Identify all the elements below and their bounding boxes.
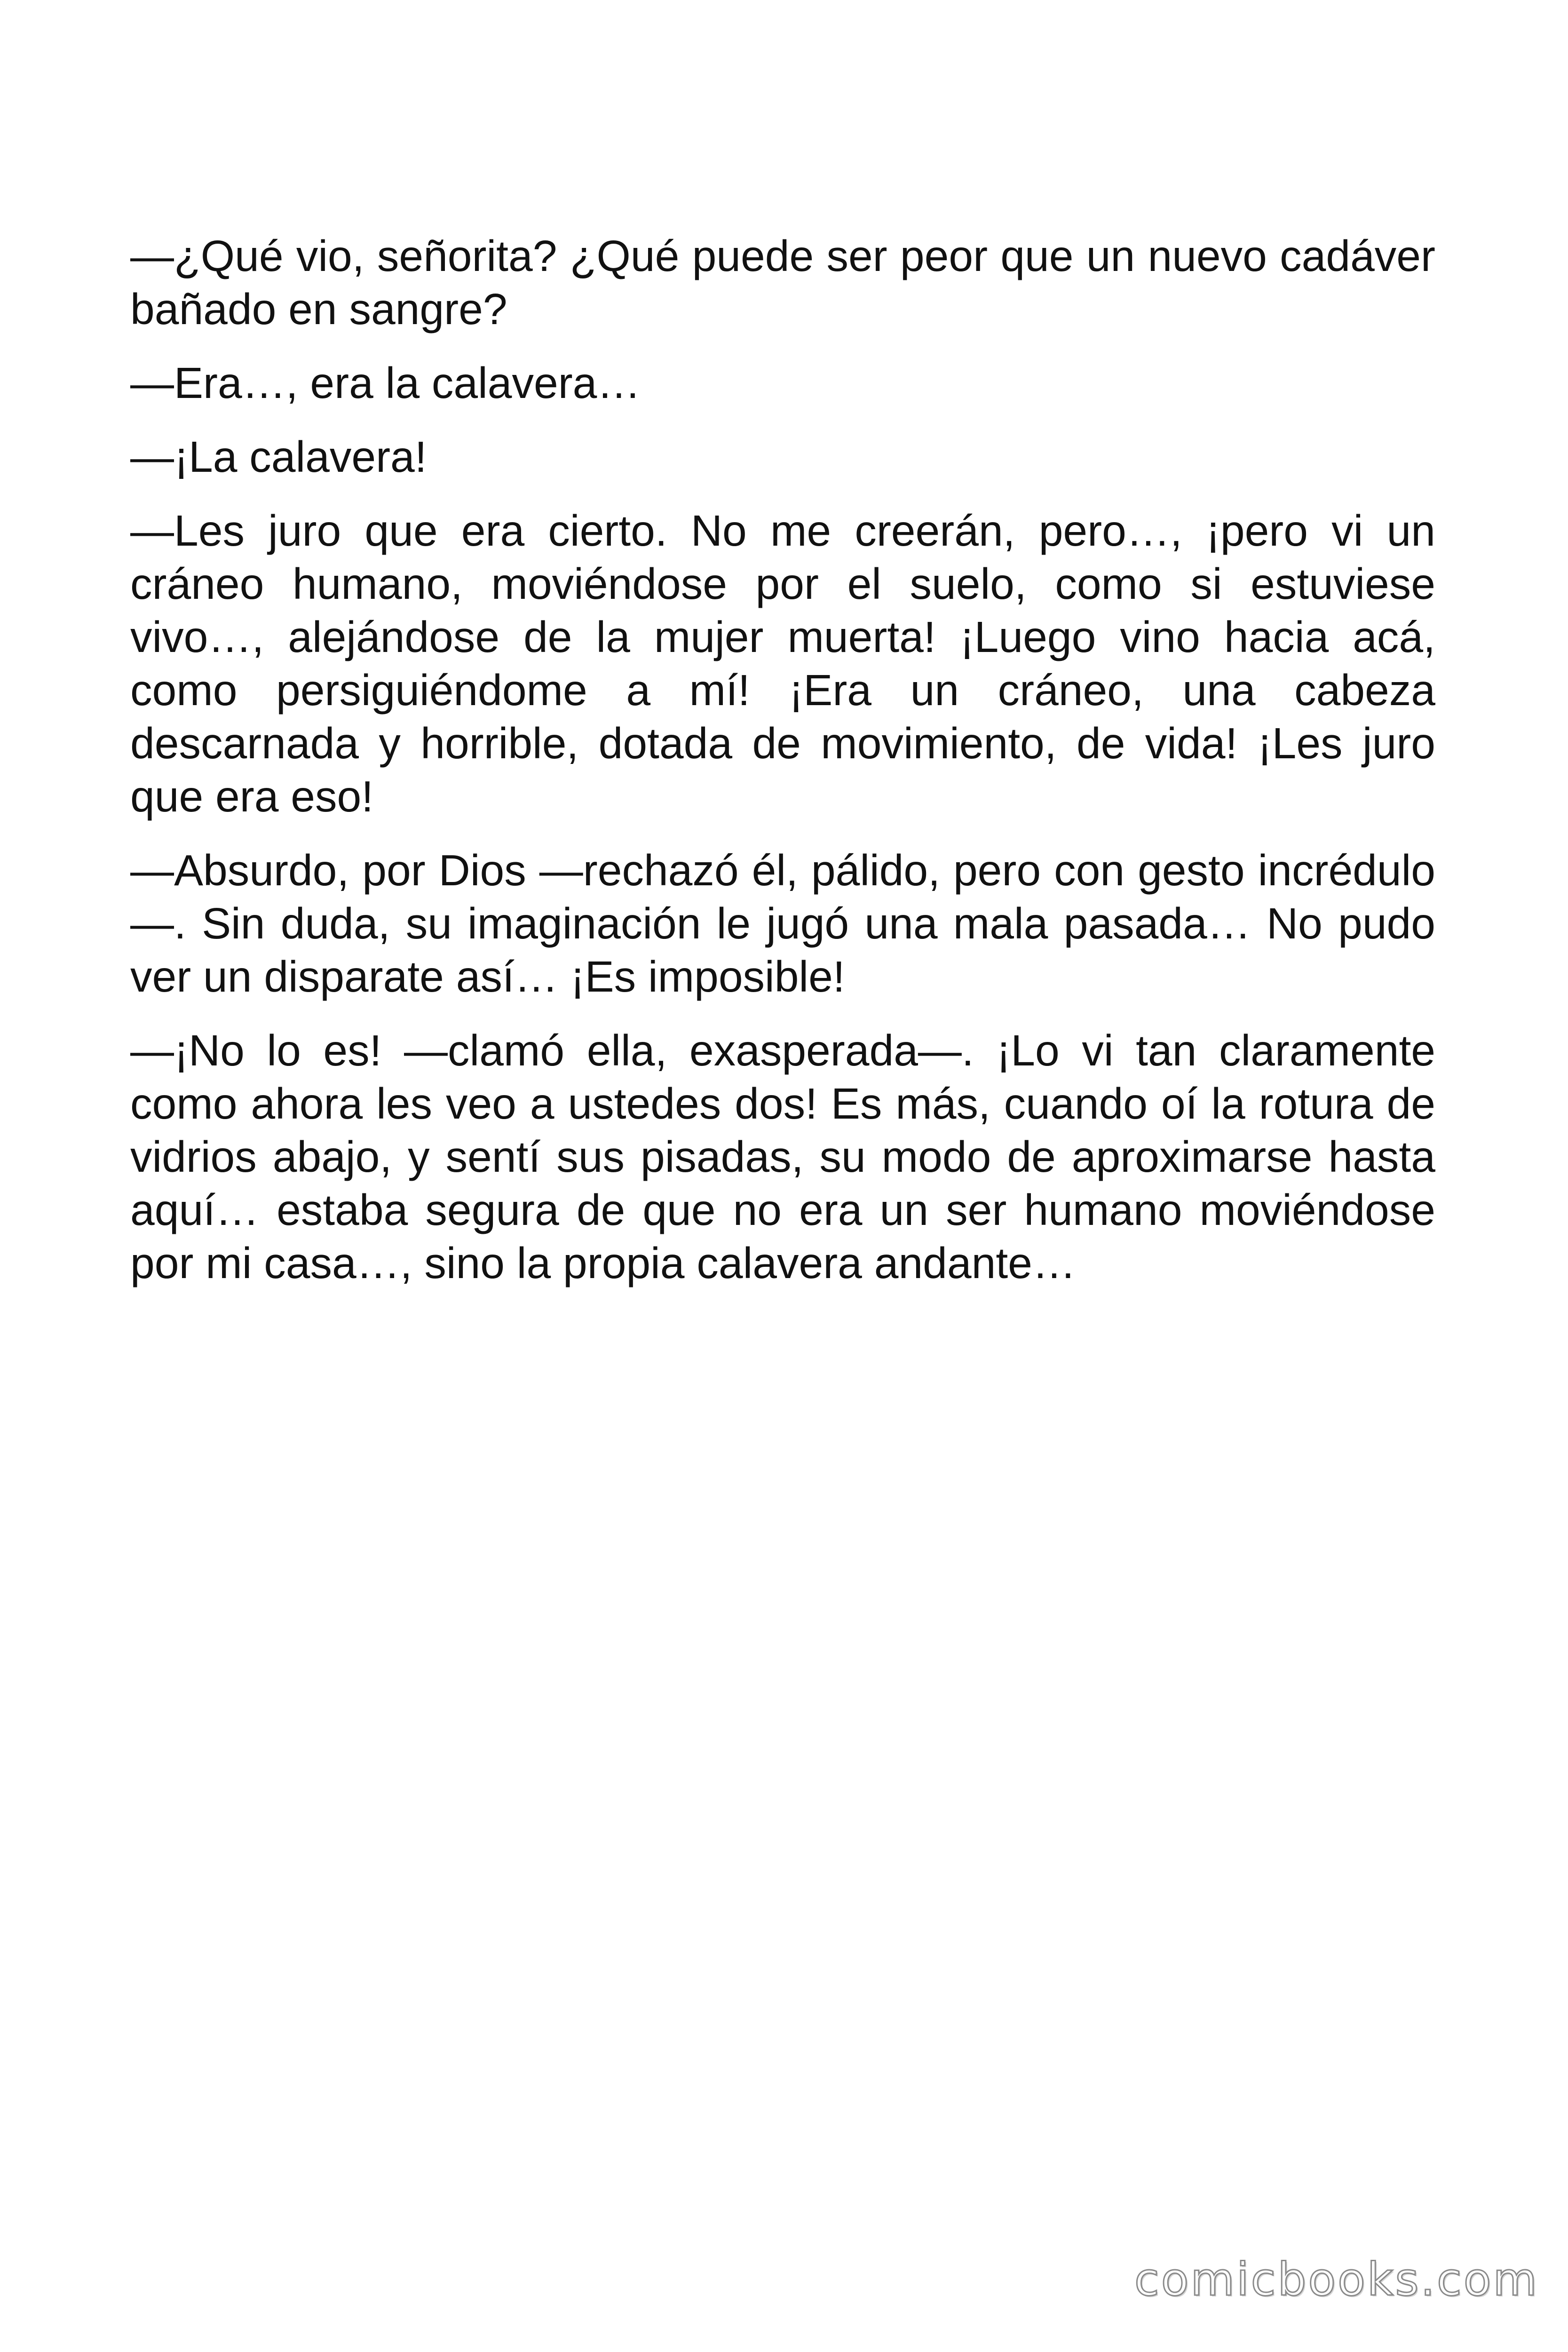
paragraph-3: —¡La calavera! [130, 432, 427, 481]
paragraph-6: —¡No lo es! —clamó ella, exasperada—. ¡Lo vi tan claramente como ahora les veo a ustedes dos! Es más, cuando oí la rotura de vidrios abajo, y sentí sus pisadas, su modo de aproximarse hasta aquí… estaba segura de que no era un ser humano moviéndose por mi casa…, sino la propia calavera andante… [130, 1026, 1435, 1287]
watermark: comicbooks.com [1134, 2253, 1539, 2306]
paragraph-2: —Era…, era la calavera… [130, 358, 641, 407]
body-text [130, 230, 1435, 1311]
paragraph-1: —¿Qué vio, señorita? ¿Qué puede ser peor que un nuevo cadáver bañado en sangre? [130, 231, 1435, 334]
paragraph-4: —Les juro que era cierto. No me creerán, pero…, ¡pero vi un cráneo humano, moviéndose por el suelo, como si estuviese vivo…, alejándose de la mujer muerta! ¡Luego vino hacia acá, como persiguiéndome a mí! ¡Era un cráneo, una cabeza descarnada y horrible, dotada de movimiento, de vida! ¡Les juro que era eso! [130, 506, 1435, 821]
paragraph-5: —Absurdo, por Dios —rechazó él, pálido, pero con gesto incrédulo —. Sin duda, su imaginación le jugó una mala pasada… No pudo ver un disparate así… ¡Es imposible! [130, 846, 1435, 1001]
